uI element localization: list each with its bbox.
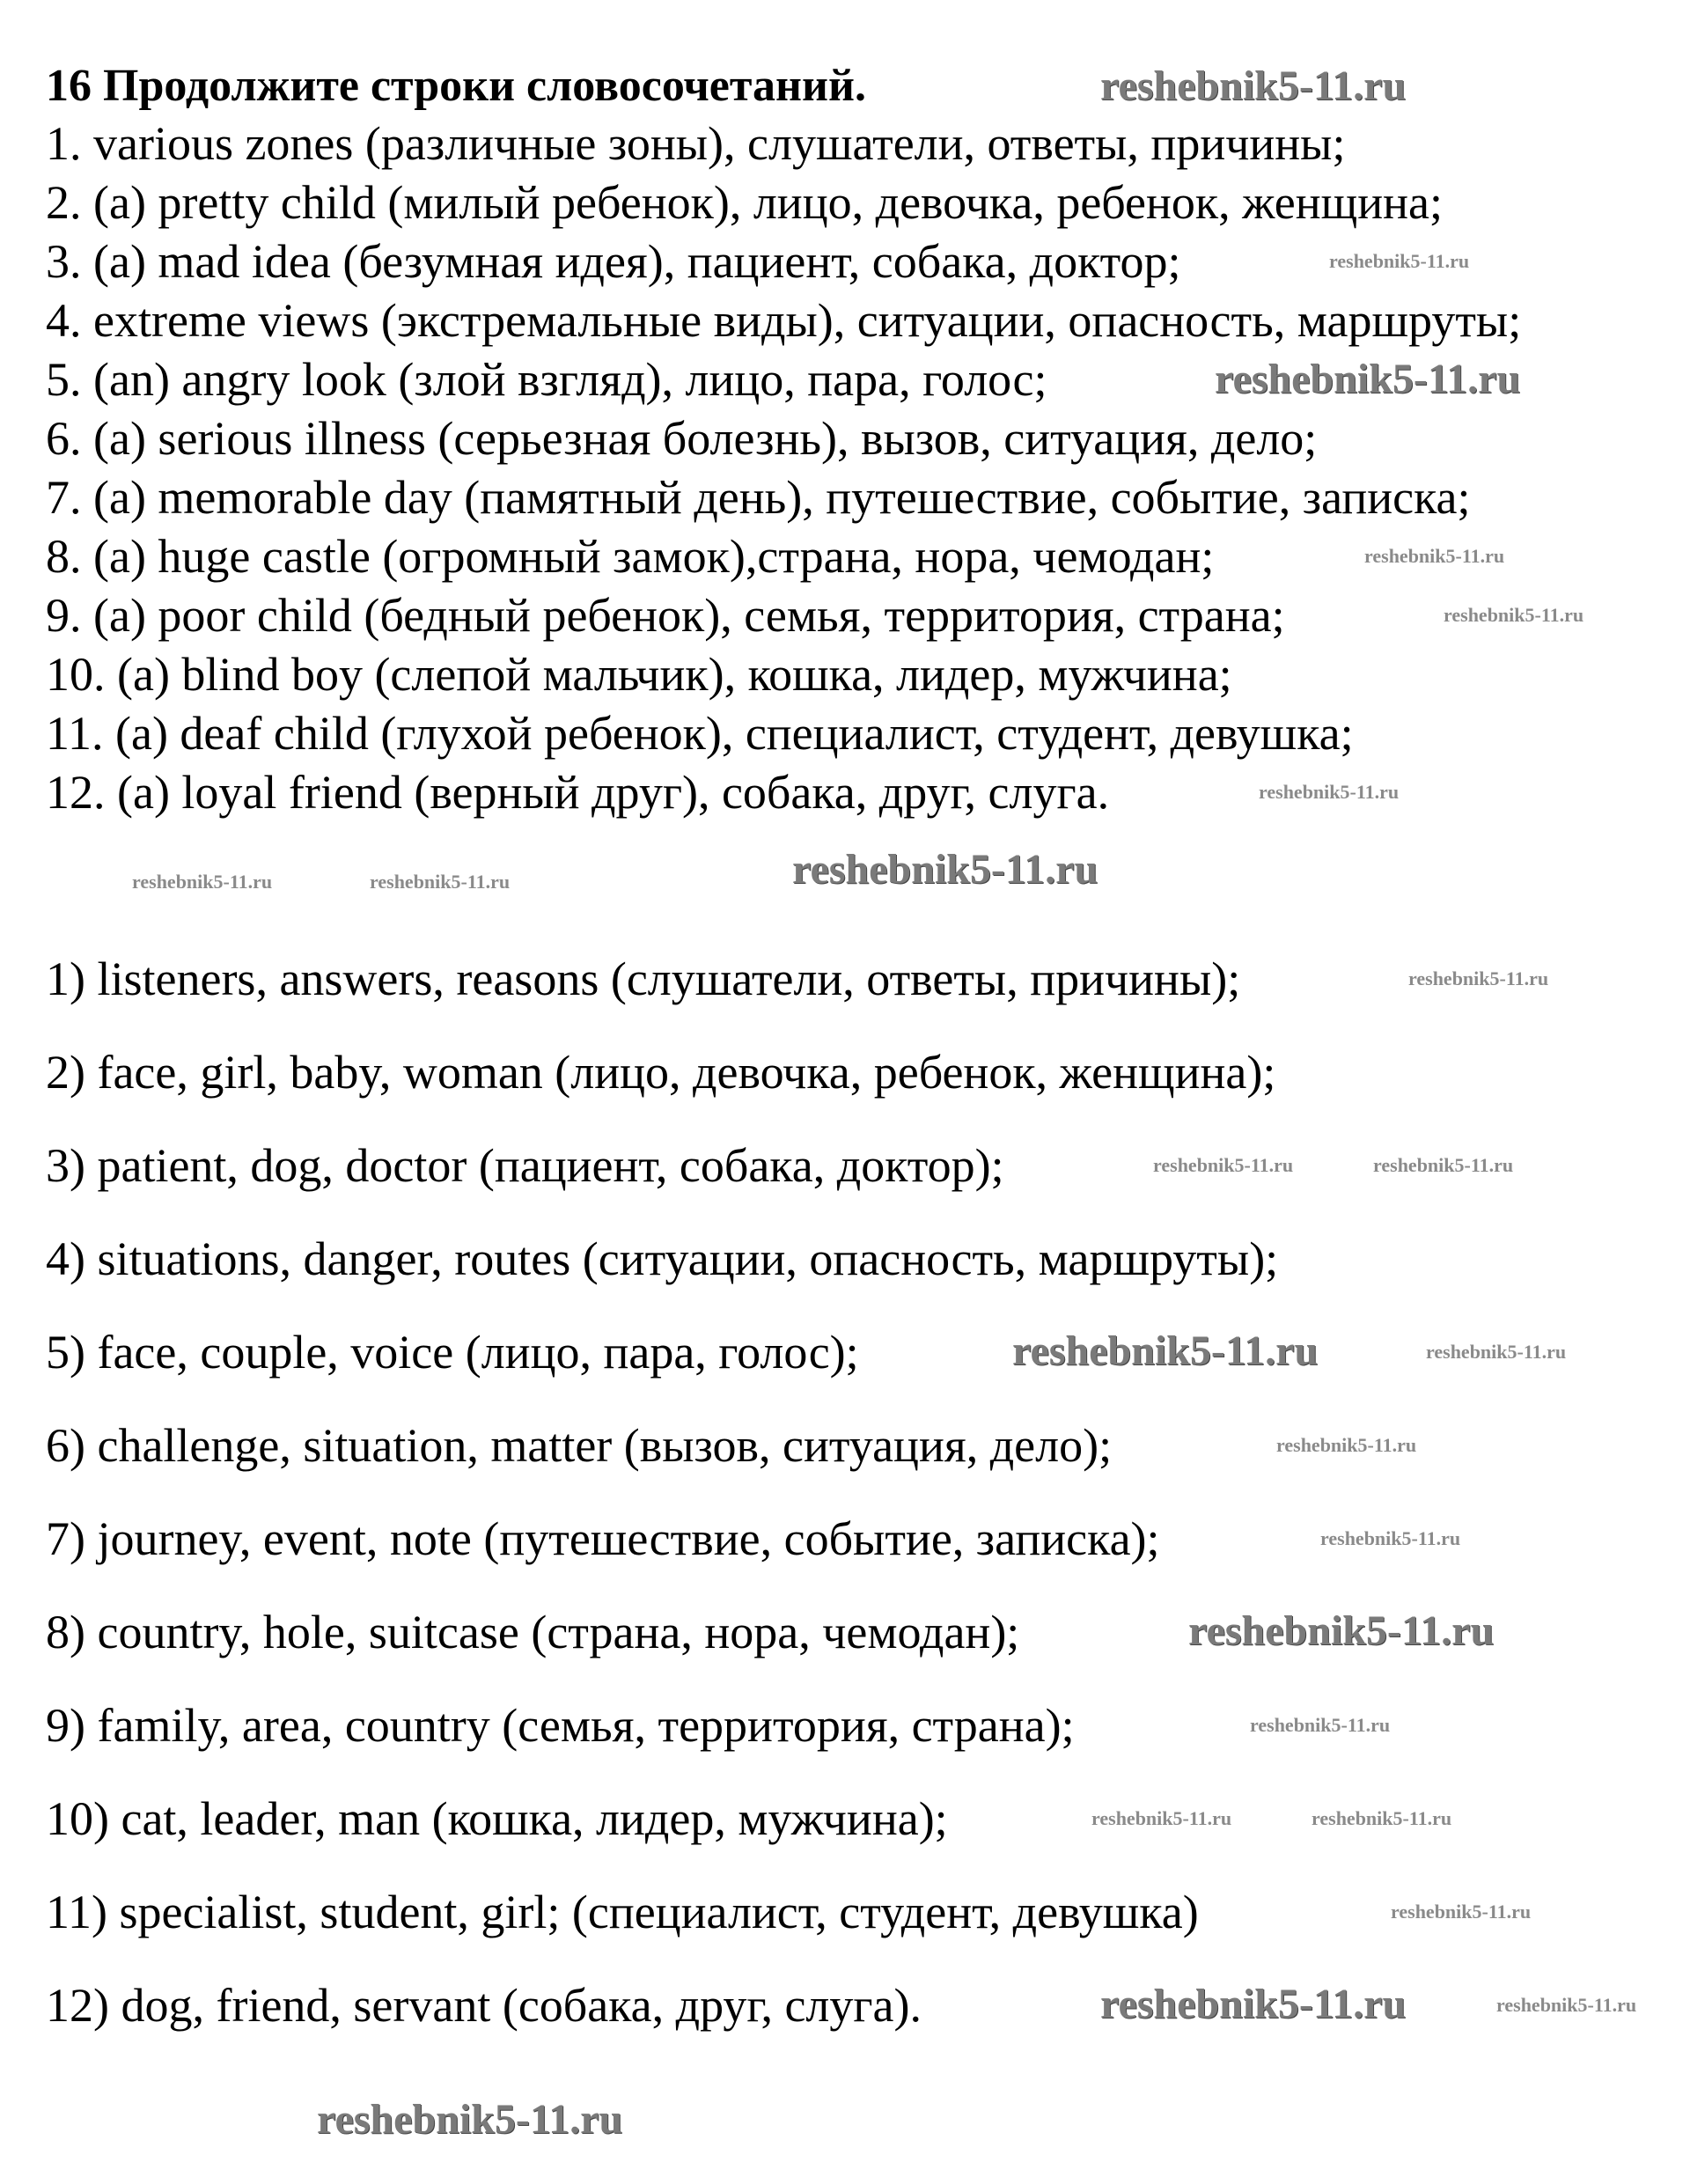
watermark: reshebnik5-11.ru: [1391, 1901, 1532, 1923]
watermark: reshebnik5-11.ru: [1188, 1607, 1495, 1654]
watermark: reshebnik5-11.ru: [1259, 781, 1400, 803]
watermark: reshebnik5-11.ru: [792, 846, 1098, 893]
list-item: 2. (a) pretty child (милый ребенок), лицо, девочка, ребенок, женщина;: [46, 176, 1443, 229]
watermark: reshebnik5-11.ru: [317, 2096, 623, 2143]
list-item: 6) challenge, situation, matter (вызов, ситуация, дело);: [46, 1419, 1113, 1472]
list-item: 1) listeners, answers, reasons (слушатели, ответы, причины);: [46, 952, 1241, 1005]
watermark: reshebnik5-11.ru: [1426, 1341, 1567, 1363]
list-item: 4) situations, danger, routes (ситуации, опасность, маршруты);: [46, 1232, 1279, 1285]
list-item: 7. (a) memorable day (памятный день), путешествие, событие, записка;: [46, 471, 1471, 524]
watermark: reshebnik5-11.ru: [1100, 63, 1407, 109]
list-item: 8) country, hole, suitcase (страна, нора, чемодан);: [46, 1606, 1020, 1658]
list-item: 4. extreme views (экстремальные виды), ситуации, опасность, маршруты;: [46, 294, 1522, 347]
watermark: reshebnik5-11.ru: [1444, 604, 1584, 626]
watermark: reshebnik5-11.ru: [1312, 1807, 1452, 1829]
list-item: 12) dog, friend, servant (собака, друг, слуга).: [46, 1979, 922, 2032]
watermark: reshebnik5-11.ru: [1215, 356, 1521, 402]
watermark: reshebnik5-11.ru: [1250, 1714, 1391, 1736]
list-item: 11) specialist, student, girl; (специалист, студент, девушка): [46, 1886, 1199, 1938]
list-item: 11. (a) deaf child (глухой ребенок), специалист, студент, девушка;: [46, 707, 1354, 760]
watermark: reshebnik5-11.ru: [1320, 1527, 1461, 1549]
list-item: 3) patient, dog, doctor (пациент, собака, доктор);: [46, 1139, 1004, 1192]
list-item: 2) face, girl, baby, woman (лицо, девочка, ребенок, женщина);: [46, 1046, 1276, 1099]
watermark: reshebnik5-11.ru: [1364, 545, 1505, 567]
list-item: 9. (a) poor child (бедный ребенок), семья, территория, страна;: [46, 589, 1285, 642]
watermark: reshebnik5-11.ru: [1329, 250, 1470, 272]
watermark: reshebnik5-11.ru: [1091, 1807, 1232, 1829]
watermark: reshebnik5-11.ru: [132, 871, 273, 893]
watermark: reshebnik5-11.ru: [1153, 1154, 1294, 1176]
list-item: 5) face, couple, voice (лицо, пара, голос);: [46, 1326, 859, 1379]
watermark: reshebnik5-11.ru: [370, 871, 511, 893]
watermark: reshebnik5-11.ru: [1496, 1994, 1637, 2016]
exercise-title: 16 Продолжите строки словосочетаний.: [46, 61, 866, 111]
list-item: 7) journey, event, note (путешествие, событие, записка);: [46, 1512, 1160, 1565]
phrase-list-english: [46, 932, 1278, 2052]
list-item: 3. (a) mad idea (безумная идея), пациент, собака, доктор;: [46, 235, 1181, 288]
list-item: 5. (an) angry look (злой взгляд), лицо, пара, голос;: [46, 353, 1047, 406]
watermark: reshebnik5-11.ru: [1100, 1981, 1407, 2027]
phrase-list-russian: [46, 114, 1521, 822]
watermark: reshebnik5-11.ru: [1373, 1154, 1514, 1176]
watermark: reshebnik5-11.ru: [1012, 1327, 1319, 1374]
list-item: 1. various zones (различные зоны), слушатели, ответы, причины;: [46, 117, 1346, 170]
list-item: 12. (a) loyal friend (верный друг), собака, друг, слуга.: [46, 766, 1110, 819]
list-item: 6. (a) serious illness (серьезная болезнь), вызов, ситуация, дело;: [46, 412, 1318, 465]
watermark: reshebnik5-11.ru: [1276, 1434, 1417, 1456]
list-item: 10. (a) blind boy (слепой мальчик), кошка, лидер, мужчина;: [46, 648, 1232, 701]
list-item: 8. (a) huge castle (огромный замок),страна, нора, чемодан;: [46, 530, 1215, 583]
list-item: 9) family, area, country (семья, территория, страна);: [46, 1699, 1075, 1752]
list-item: 10) cat, leader, man (кошка, лидер, мужчина);: [46, 1792, 948, 1845]
watermark: reshebnik5-11.ru: [1408, 967, 1549, 989]
